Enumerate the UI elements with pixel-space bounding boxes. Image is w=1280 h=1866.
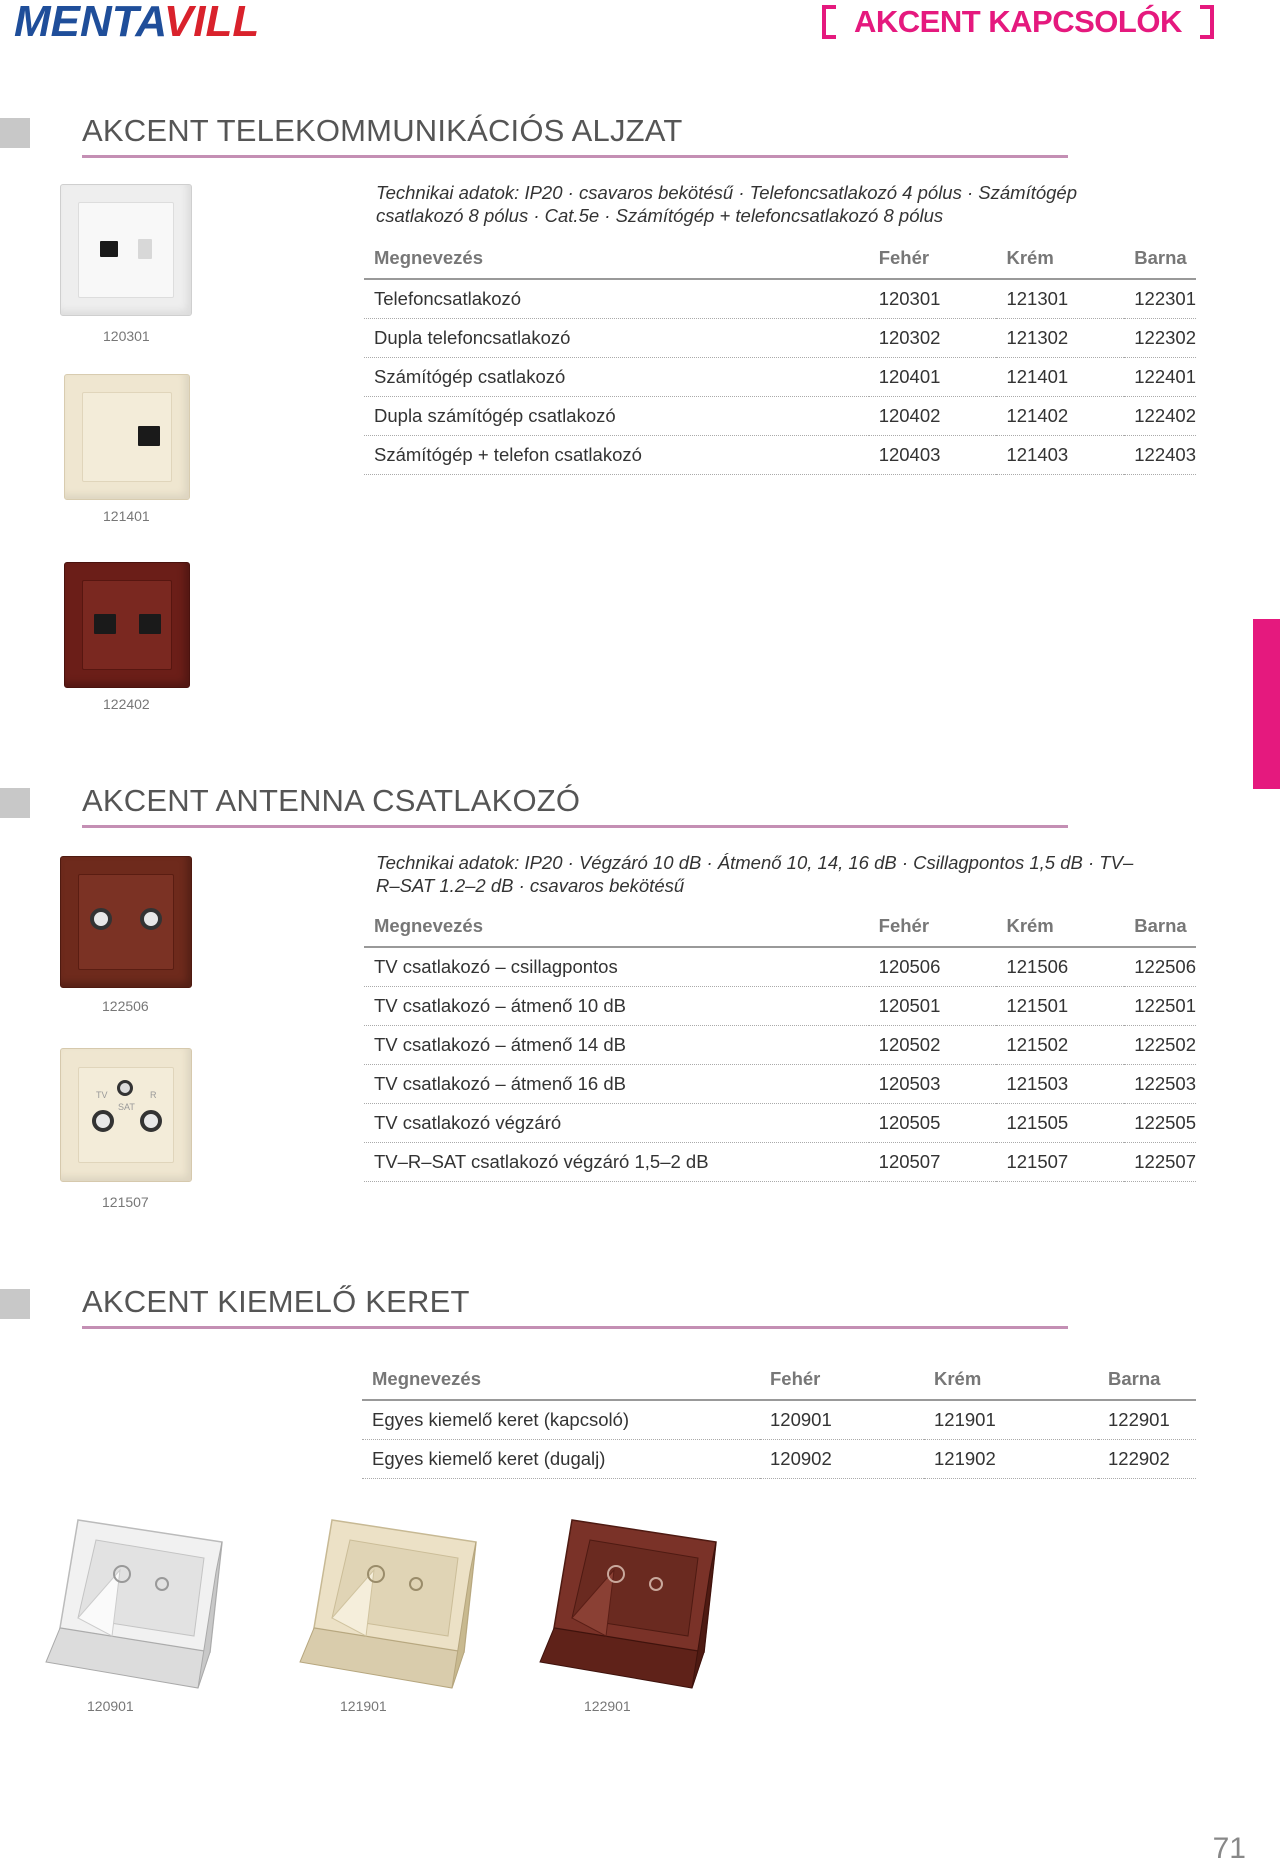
col-header-cream: Krém [996, 238, 1124, 279]
cell-name: TV csatlakozó – csillagpontos [364, 947, 869, 987]
table-row [362, 1440, 1196, 1479]
col-header-cream: Krém [996, 906, 1124, 947]
cell-code-cream: 121402 [996, 397, 1124, 436]
table-row [364, 397, 1196, 436]
product-image-cream-antenna [60, 1048, 192, 1182]
coax-port-icon [90, 908, 112, 930]
cell-code-white: 120506 [869, 947, 997, 987]
section-divider [82, 1326, 1068, 1329]
table-header-row [362, 1359, 1196, 1400]
col-header-white: Fehér [869, 238, 997, 279]
cell-code-cream: 121403 [996, 436, 1124, 475]
section-divider [82, 825, 1068, 828]
cell-code-cream: 121501 [996, 987, 1124, 1026]
col-header-name: Megnevezés [364, 238, 869, 279]
product-image-white-frame [40, 1512, 230, 1692]
col-header-brown: Barna [1098, 1359, 1196, 1400]
network-port-icon [94, 614, 116, 634]
cell-code-cream: 121901 [924, 1400, 1098, 1440]
port-cover-icon [138, 239, 152, 259]
network-port-icon [139, 614, 161, 634]
cell-name: Telefoncsatlakozó [364, 279, 869, 319]
cell-code-brown: 122505 [1124, 1104, 1196, 1143]
cell-code-cream: 121503 [996, 1065, 1124, 1104]
logo-text-menta: MENTA [14, 0, 164, 46]
cell-code-cream: 121902 [924, 1440, 1098, 1479]
cell-code-brown: 122503 [1124, 1065, 1196, 1104]
section-marker [0, 1289, 30, 1319]
col-header-cream: Krém [924, 1359, 1098, 1400]
cell-code-white: 120302 [869, 319, 997, 358]
cell-code-cream: 121506 [996, 947, 1124, 987]
cell-name: Dupla telefoncsatlakozó [364, 319, 869, 358]
bracket-left-icon [822, 5, 836, 39]
image-caption: 120901 [87, 1698, 134, 1714]
table-row [364, 1143, 1196, 1182]
section-title-frame: AKCENT KIEMELŐ KERET [82, 1284, 470, 1319]
image-caption: 121507 [102, 1194, 149, 1210]
cell-code-brown: 122402 [1124, 397, 1196, 436]
cell-code-brown: 122506 [1124, 947, 1196, 987]
coax-port-sat-icon [117, 1080, 133, 1096]
network-port-icon [138, 426, 160, 446]
table-row [364, 358, 1196, 397]
product-image-cream-frame [294, 1512, 484, 1692]
product-image-brown-frame [534, 1512, 724, 1692]
cell-name: Számítógép csatlakozó [364, 358, 869, 397]
image-caption: 121901 [340, 1698, 387, 1714]
plate-label-r: R [150, 1090, 157, 1100]
product-table-telecom [364, 238, 1196, 475]
image-caption: 122901 [584, 1698, 631, 1714]
plate-label-sat: SAT [118, 1102, 135, 1112]
catalog-section-title-text: AKCENT KAPCSOLÓK [854, 4, 1182, 39]
section-title-telecom: AKCENT TELEKOMMUNIKÁCIÓS ALJZAT [82, 113, 683, 148]
logo-text-vill: VILL [163, 0, 260, 46]
table-row [364, 436, 1196, 475]
cell-code-brown: 122401 [1124, 358, 1196, 397]
cell-code-cream: 121401 [996, 358, 1124, 397]
cell-code-white: 120505 [869, 1104, 997, 1143]
cell-code-brown: 122302 [1124, 319, 1196, 358]
catalog-section-title [822, 2, 1214, 42]
image-caption: 122506 [102, 998, 149, 1014]
table-row [362, 1400, 1196, 1440]
cell-name: TV csatlakozó végzáró [364, 1104, 869, 1143]
section-marker [0, 788, 30, 818]
cell-name: Számítógép + telefon csatlakozó [364, 436, 869, 475]
cell-code-white: 120301 [869, 279, 997, 319]
cell-code-brown: 122502 [1124, 1026, 1196, 1065]
col-header-name: Megnevezés [362, 1359, 760, 1400]
table-row [364, 947, 1196, 987]
cell-code-white: 120402 [869, 397, 997, 436]
product-table-frame [362, 1359, 1196, 1479]
coax-port-tv-icon [92, 1110, 114, 1132]
brand-logo [14, 0, 259, 44]
coax-port-icon [140, 908, 162, 930]
image-caption: 122402 [103, 696, 150, 712]
cell-name: Egyes kiemelő keret (kapcsoló) [362, 1400, 760, 1440]
tech-specs-antenna: Technikai adatok: IP20 · Végzáró 10 dB · Átmenő 10, 14, 16 dB · Csillagpontos 1,5 dB · TV–R–SAT 1.2–2 dB · csavaros bekötésű [376, 852, 1134, 896]
cell-name: TV csatlakozó – átmenő 14 dB [364, 1026, 869, 1065]
cell-code-white: 120502 [869, 1026, 997, 1065]
plate-label-tv: TV [96, 1090, 108, 1100]
side-index-tab [1253, 619, 1280, 789]
tech-specs-telecom: Technikai adatok: IP20 · csavaros bekötésű · Telefoncsatlakozó 4 pólus · Számítógép csatlakozó 8 pólus · Cat.5e · Számítógép + telefoncsatlakozó 8 pólus [376, 182, 1078, 226]
cell-name: TV–R–SAT csatlakozó végzáró 1,5–2 dB [364, 1143, 869, 1182]
product-table-antenna [364, 906, 1196, 1182]
cell-code-white: 120507 [869, 1143, 997, 1182]
table-row [364, 279, 1196, 319]
cell-code-brown: 122501 [1124, 987, 1196, 1026]
product-image-brown-antenna [60, 856, 192, 988]
cell-name: TV csatlakozó – átmenő 16 dB [364, 1065, 869, 1104]
table-row [364, 987, 1196, 1026]
section-title-antenna: AKCENT ANTENNA CSATLAKOZÓ [82, 783, 581, 818]
cell-code-white: 120501 [869, 987, 997, 1026]
coax-port-r-icon [140, 1110, 162, 1132]
section-marker [0, 118, 30, 148]
cell-code-white: 120503 [869, 1065, 997, 1104]
page-number: 71 [1212, 1832, 1246, 1865]
product-image-cream-socket [64, 374, 190, 500]
cell-code-white: 120902 [760, 1440, 924, 1479]
cell-code-brown: 122403 [1124, 436, 1196, 475]
section-divider [82, 155, 1068, 158]
col-header-brown: Barna [1124, 906, 1196, 947]
table-row [364, 319, 1196, 358]
bracket-right-icon [1200, 5, 1214, 39]
cell-code-white: 120401 [869, 358, 997, 397]
cell-name: Dupla számítógép csatlakozó [364, 397, 869, 436]
cell-code-cream: 121507 [996, 1143, 1124, 1182]
image-caption: 120301 [103, 328, 150, 344]
col-header-name: Megnevezés [364, 906, 869, 947]
cell-code-cream: 121502 [996, 1026, 1124, 1065]
table-row [364, 1026, 1196, 1065]
cell-code-cream: 121301 [996, 279, 1124, 319]
cell-code-brown: 122301 [1124, 279, 1196, 319]
cell-code-brown: 122901 [1098, 1400, 1196, 1440]
table-header-row [364, 906, 1196, 947]
cell-name: TV csatlakozó – átmenő 10 dB [364, 987, 869, 1026]
image-caption: 121401 [103, 508, 150, 524]
cell-code-white: 120901 [760, 1400, 924, 1440]
table-row [364, 1065, 1196, 1104]
phone-port-icon [100, 241, 118, 257]
cell-code-white: 120403 [869, 436, 997, 475]
product-image-white-socket [60, 184, 192, 316]
col-header-brown: Barna [1124, 238, 1196, 279]
table-row [364, 1104, 1196, 1143]
col-header-white: Fehér [760, 1359, 924, 1400]
product-image-brown-socket [64, 562, 190, 688]
cell-name: Egyes kiemelő keret (dugalj) [362, 1440, 760, 1479]
cell-code-brown: 122902 [1098, 1440, 1196, 1479]
cell-code-brown: 122507 [1124, 1143, 1196, 1182]
cell-code-cream: 121505 [996, 1104, 1124, 1143]
cell-code-cream: 121302 [996, 319, 1124, 358]
col-header-white: Fehér [869, 906, 997, 947]
table-header-row [364, 238, 1196, 279]
